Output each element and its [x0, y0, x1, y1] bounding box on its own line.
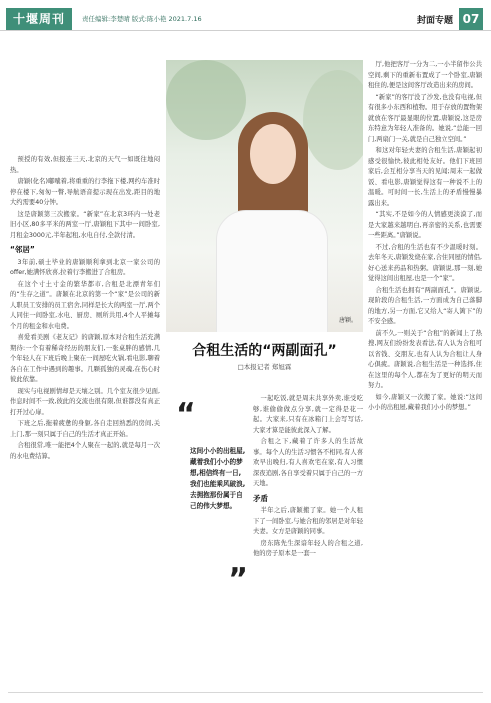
- close-quote-mark: ”: [228, 562, 248, 597]
- paragraph: 一起吃饭,就是周末共享外卖,谁受吃够,谁偷偷做点分享,就一定得是花一起。大家来,只有在冰箱门上会写写话,大家才算是能彼此深入了解。: [253, 395, 363, 434]
- paragraph: 喜爱看美剧《老友记》的唐颖,原本对合租生活充满期待:一个有着稀奇经历的朋友们,一张桌胖的感情,几个年轻人在下班后晚上聚在一间屋吃火锅,看电影,聊着各自在工作中遇到的趣事。几颗孤独的灵魂,在伤心时彼此依靠。: [10, 334, 160, 383]
- foliage-decoration: [166, 60, 246, 140]
- subheading: “邻居”: [10, 245, 35, 254]
- paragraph: 合租很常,唯一能把4个人聚在一起的,就是每月一次的水电费结算。: [10, 442, 160, 460]
- paragraph: “新家”的客厅没了沙发,也没有电视,但有很多小东西和植物。用于存放的置物架就放在客厅最显眼的位置,唐颖说,这是房东特意为年轻人准备的。她说,“总能一回门,两扇门一关,就是自己独立空间。”: [368, 93, 482, 143]
- page-footer-rule: [8, 692, 483, 693]
- paragraph: 厅,他把客厅一分为二,一小半留作公共空间,剩下的重新布置成了一个卧室,唐颖租住的,便是这间客厅改造出来的房间。: [368, 61, 482, 89]
- foliage-decoration: [303, 70, 363, 170]
- editor-credits: 责任编辑:李楚晴 版式:陈小艳 2021.7.16: [82, 15, 202, 23]
- pull-quote: [174, 397, 248, 597]
- paragraph: 和这对年轻夫妻的合租生活,唐颖起初感受很愉快,彼此相处友好。他们下班回家后,会互相分享当天的见闻;周末一起做饭、看电影,唐颖觉得这有一种说不上的温暖。可时间一长,生活上的矛盾慢慢暴露出来。: [368, 147, 482, 207]
- paragraph: 合租之下,藏着了许多人的生活故事。每个人的生活习惯各不相同,有人喜欢早出晚归,有人喜欢宅在家,有人习惯深夜追剧,各自享受着只属于自己的一方天地。: [253, 438, 363, 487]
- paragraph: 不过,合租的生活也有不少温暖时刻。去年冬天,唐颖发烧在家,合住同屋的情侣,好心送来药品和热粥。唐颖说,那一刻,她觉得这间出租屋,也是一个“家”。: [368, 243, 482, 282]
- portrait-face: [250, 124, 296, 184]
- portrait-photo: [166, 60, 363, 332]
- paragraph: 下班之后,拖着疲惫的身躯,各自走回熟悉的房间,关上门,那一刻只属于自己的生活才真正开始。: [10, 420, 160, 438]
- article-byline: □本报记者 郑旭霖: [237, 363, 292, 371]
- section-title: 封面专题: [416, 16, 453, 26]
- paragraph: 房东陈先生深谙年轻人的合租之道,他的房子原本是一套一: [253, 539, 363, 557]
- article-column-1: [10, 155, 160, 463]
- paragraph: 半年之后,唐颖搬了家。她一个人租下了一间卧室,与她合租的邻居是对年轻夫妻。女方是唐颖的同事。: [253, 507, 363, 535]
- photo-caption: 唐颖。: [338, 317, 357, 324]
- paragraph: 在这个寸土寸金的繁华都市,合租是北漂青年们的“生存之道”。唐颖在北京的第一个“家”是公司的新人职员工安排的员工宿舍,同样是长大的两室一厅,两个人同住一间卧室,水电、厨房、厕所共用,4个人平摊每个月的租金和水电费。: [10, 280, 160, 330]
- paragraph: 唐颖(化名)嘟囔着,将重重的行李拖下楼,网约车准时停在楼下,匆匆一瞥,导航语音提示现在出发,距目的地大约需要40分钟。: [10, 178, 160, 206]
- article-column-3: [368, 60, 482, 415]
- paragraph: 如今,唐颖又一次搬了家。她说:“这间小小的出租屋,藏着我们小小的梦想。”: [368, 393, 482, 411]
- paragraph: “其实,不是如今的人情感更淡漠了,而是大家越来越明白,再亲密的关系,也需要一些距离。”唐颖说。: [368, 211, 482, 239]
- subheading: 矛盾: [253, 493, 268, 503]
- paragraph: 前不久,一则关于“合租”的新闻上了热搜,网友们纷纷发表看法,有人认为合租可以省钱、交朋友,也有人认为合租让人身心俱疲。唐颖说,合租生活是一种选择,住在这里的每个人,都在为了更好的明天而努力。: [368, 329, 482, 389]
- paragraph: 预授的有效,但报连三天,北京的天气一如既往地闷热。: [10, 156, 160, 174]
- col1-intro: [10, 155, 160, 241]
- open-quote-mark: “: [176, 397, 196, 432]
- portrait-body: [216, 210, 328, 332]
- paragraph: 3年前,硕士毕业的唐颖顺利拿到北京一家公司的offer,她满怀欣喜,拉着行李搬进了合租房。: [10, 258, 160, 276]
- page-header: [0, 0, 491, 31]
- article-headline: 合租生活的“两副面孔”: [192, 343, 337, 359]
- paragraph: 这是唐颖第三次搬家。“新家”在北京3环内一处老旧小区,80多平米的两室一厅,唐颖租下其中一间卧室,月租金3000元,半年起租,水电自付,全款付清。: [10, 210, 160, 239]
- page-number: 07: [459, 8, 483, 30]
- paragraph: 合租生活也拥有“两副面孔”。唐颖说,现阶段的合租生活,一方面成为自己落脚的地方,另一方面,它又给人“寄人篱下”的不安全感。: [368, 286, 482, 325]
- paragraph: 现实与电视剧情却是天壤之别。几个室友很少见面,作息时间不一致,彼此的交流也很有限,但谁都没有真正打开过心扉。: [10, 387, 160, 416]
- article-column-2: [253, 394, 363, 561]
- pull-quote-text: 这间小小的出租屋,藏着我们小小的梦想,相信终有一日,我们也能乘风破浪,去拥抱那份属于自己的伟大梦想。: [190, 447, 246, 510]
- newspaper-masthead: 十堰周刊: [6, 8, 72, 30]
